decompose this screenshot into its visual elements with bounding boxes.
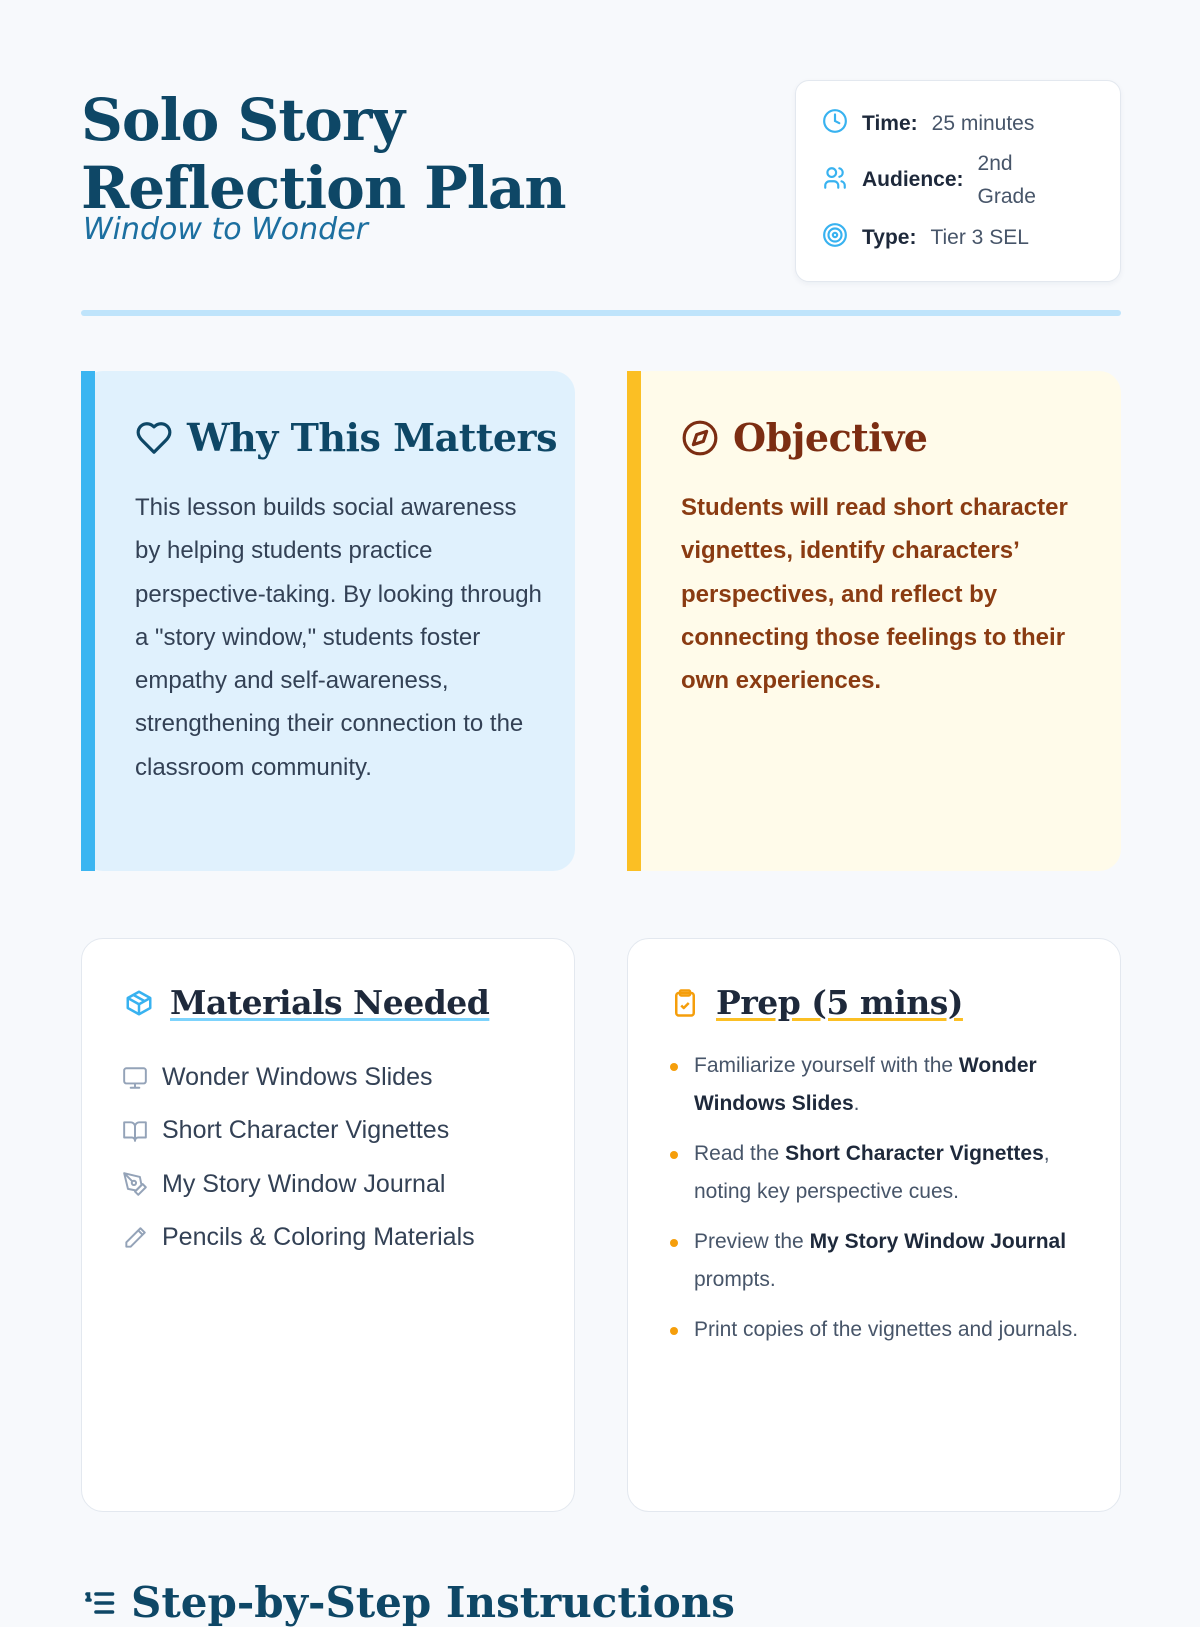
list-item (668, 1311, 1088, 1349)
prep-text: Read the (694, 1142, 786, 1165)
clipboard-check-icon (670, 988, 700, 1018)
objective-title: Objective (733, 415, 928, 460)
objective-body: Students will read short character vignettes, identify characters’ perspectives, and reflect by connecting those feelings to their own experiences. (681, 494, 1068, 695)
objective-box (627, 371, 1121, 871)
info-row-time (822, 107, 1034, 140)
prep-text: Familiarize yourself with the (694, 1054, 959, 1077)
heart-icon (135, 419, 173, 457)
why-this-matters-box (81, 371, 575, 871)
info-row-type (822, 221, 1029, 254)
prep-text: , noting key perspective cues. (694, 1142, 1050, 1203)
header (81, 80, 1121, 300)
compass-icon (681, 419, 719, 457)
list-item (668, 1047, 1088, 1123)
time-label: Time: (862, 111, 918, 135)
objective-heading (681, 415, 927, 460)
why-body: This lesson builds social awareness by helping students practice perspective-taking. By looking through a "story window," students foster empathy and self-awareness, strengthening their connection to the classroom community. (135, 494, 542, 781)
pencil-icon (122, 1225, 148, 1251)
instructions-title: Step-by-Step Instructions (131, 1578, 735, 1627)
list-item (122, 1104, 475, 1157)
lesson-info-card (795, 80, 1121, 282)
why-title: Why This Matters (187, 415, 557, 460)
prep-bold: Wonder Windows Slides (694, 1054, 1037, 1115)
accent-bar (627, 371, 641, 871)
prep-list (668, 1047, 1088, 1361)
users-icon (822, 165, 848, 196)
header-divider (81, 310, 1121, 316)
time-value: 25 minutes (931, 112, 1035, 135)
prep-text: Print copies of the vignettes and journals. (694, 1318, 1079, 1341)
prep-title: Prep (5 mins) (716, 983, 963, 1022)
target-icon (822, 222, 848, 253)
list-item (122, 1051, 475, 1104)
pen-icon (122, 1171, 148, 1197)
instructions-heading (81, 1578, 735, 1627)
list-item (122, 1158, 475, 1211)
prep-text: prompts. (694, 1268, 776, 1291)
page-subtitle: Window to Wonder (83, 212, 368, 247)
materials-list (122, 1051, 475, 1264)
prep-text: . (853, 1092, 860, 1115)
type-label: Type: (862, 225, 917, 249)
prep-bold: My Story Window Journal (809, 1230, 1067, 1253)
page-title: Solo Story Reflection Plan (81, 86, 566, 222)
package-icon (124, 988, 154, 1018)
why-heading (135, 415, 557, 460)
list-item (668, 1223, 1088, 1299)
material-label: Wonder Windows Slides (162, 1063, 433, 1092)
list-item (122, 1211, 475, 1264)
book-icon (122, 1118, 148, 1144)
materials-card (81, 938, 575, 1512)
info-row-audience (822, 147, 1050, 213)
accent-bar (81, 371, 95, 871)
materials-heading (124, 983, 489, 1022)
audience-label: Audience: (862, 168, 964, 191)
material-label: Pencils & Coloring Materials (162, 1223, 475, 1252)
clock-icon (822, 108, 848, 139)
materials-title: Materials Needed (170, 983, 490, 1022)
prep-bold: Short Character Vignettes (785, 1142, 1044, 1165)
material-label: My Story Window Journal (162, 1169, 446, 1198)
list-ordered-icon (81, 1585, 117, 1621)
monitor-icon (122, 1065, 148, 1091)
prep-text: Preview the (694, 1230, 810, 1253)
list-item (668, 1135, 1088, 1211)
prep-heading (670, 983, 963, 1022)
prep-card (627, 938, 1121, 1512)
material-label: Short Character Vignettes (162, 1116, 450, 1145)
audience-value: 2nd Grade (977, 152, 1036, 208)
type-value: Tier 3 SEL (930, 226, 1029, 249)
